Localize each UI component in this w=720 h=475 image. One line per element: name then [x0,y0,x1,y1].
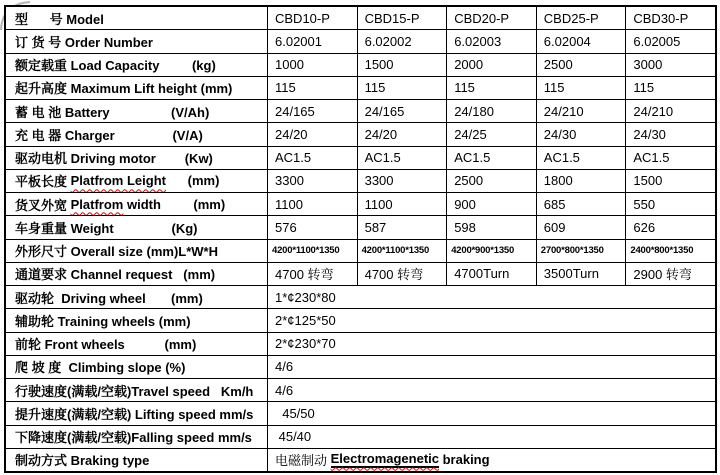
value-text: CBD20-P [454,10,510,26]
value-text: 4/6 [275,359,294,375]
row-values-driving-wheel [267,286,715,308]
spec-row-platform-length [6,169,715,192]
value-cell-overall-size-col2[interactable] [357,240,447,262]
value-cell-weight-col1[interactable] [267,216,357,238]
spec-row-order-number [6,29,715,52]
value-cell-platform-width-col4[interactable] [536,193,626,215]
value-cell-charger-col2[interactable] [357,123,447,145]
spec-row-overall-size [6,239,715,262]
value-text: 24/30 [543,126,577,142]
row-label-training-wheels[interactable] [6,309,267,331]
value-cell-weight-col3[interactable] [446,216,536,238]
value-text: AC1.5 [633,150,670,166]
row-values-overall-size [267,240,715,262]
value-text: 4200*1100*1350 [272,245,340,257]
value-text: 115 [454,80,475,96]
row-label-channel-request[interactable] [6,263,267,285]
value-cell-charger-col3[interactable] [446,123,536,145]
value-text: 6.02001 [275,33,322,49]
spec-row-climbing-slope [6,355,715,378]
value-cell-platform-length-col1[interactable] [267,170,357,192]
row-values-max-lift-height [267,77,715,99]
row-label-travel-speed[interactable] [6,379,267,401]
value-text: 1000 [275,57,304,73]
value-text: 1500 [633,173,663,189]
row-label-text: 驱动轮 Driving wheel (mm) [15,290,203,306]
value-text: 2000 [454,57,484,73]
value-cell-driving-wheel[interactable] [267,286,715,308]
value-cell-model-col5[interactable] [625,7,715,29]
spec-row-platform-width [6,192,715,215]
value-cell-order-number-col4[interactable] [536,30,626,52]
row-label-text: 驱动电机 Driving motor (Kw) [15,151,213,167]
value-cell-driving-motor-col2[interactable] [357,147,447,169]
row-label-text: 起升高度 Maximum Lift height (mm) [15,81,233,97]
row-label-text: 蓄 电 池 Battery (V/Ah) [15,104,210,120]
value-text: 2700*800*1350 [540,245,604,257]
row-label-order-number[interactable] [6,30,267,52]
value-text: 685 [543,196,566,212]
row-label-max-lift-height[interactable] [6,77,267,99]
value-cell-load-capacity-col3[interactable] [446,54,536,76]
row-label-text: 辅助轮 Training wheels (mm) [15,313,191,329]
row-values-load-capacity [267,54,715,76]
value-cell-travel-speed[interactable] [267,379,715,401]
value-text: braking [439,452,490,468]
value-cell-model-col4[interactable] [536,7,626,29]
value-text: 45/50 [275,405,315,421]
row-values-training-wheels [267,309,715,331]
value-text: AC1.5 [275,150,312,166]
value-text: 115 [633,80,655,96]
row-values-driving-motor [267,147,715,169]
row-label-text: 前轮 Front wheels (mm) [15,337,197,353]
value-text: 2900 转弯 [633,267,692,283]
value-text: 1800 [543,173,573,189]
value-text: CBD10-P [275,10,330,26]
value-cell-platform-width-col2[interactable] [357,193,447,215]
value-text: 3300 [275,173,304,189]
spec-row-braking-type [6,448,715,471]
value-text: 1500 [364,57,394,73]
value-cell-load-capacity-col5[interactable] [625,54,715,76]
value-text: 598 [454,219,476,235]
value-cell-channel-request-col5[interactable] [625,263,715,285]
value-text: 4700 转弯 [364,267,424,283]
value-text: Electromagenetic [330,451,439,467]
value-cell-battery-col2[interactable] [357,100,447,122]
row-label-text: 行驶速度(满载/空载)Travel speed Km/h [15,383,254,399]
row-label-charger[interactable] [6,123,267,145]
value-cell-platform-width-col5[interactable] [625,193,715,215]
row-label-text: 爬 坡 度 Climbing slope (%) [15,360,186,376]
spec-row-driving-motor [6,146,715,169]
value-cell-order-number-col5[interactable] [625,30,715,52]
value-cell-lifting-speed[interactable] [267,402,715,424]
value-cell-overall-size-col1[interactable] [267,240,357,262]
value-text: 24/210 [633,103,674,119]
value-text: CBD30-P [633,10,689,26]
value-text: 6.02004 [543,33,591,49]
spec-row-weight [6,215,715,238]
row-label-text: 提升速度(满载/空载) Lifting speed mm/s [15,406,254,422]
row-label-load-capacity[interactable] [6,54,267,76]
value-text: CBD25-P [543,10,599,26]
value-text: 2*¢125*50 [275,312,336,328]
value-text: 609 [543,219,566,235]
spec-row-load-capacity [6,53,715,76]
value-cell-max-lift-height-col4[interactable] [536,77,626,99]
value-cell-weight-col4[interactable] [536,216,626,238]
value-text: 550 [633,196,656,212]
spec-row-battery [6,99,715,122]
spec-row-channel-request [6,262,715,285]
value-text: 2500 [543,57,573,73]
value-cell-platform-width-col3[interactable] [446,193,536,215]
value-text: 4200*1100*1350 [361,245,430,257]
value-cell-driving-motor-col3[interactable] [446,147,536,169]
spec-table [4,5,717,473]
row-label-lifting-speed[interactable] [6,402,267,424]
value-cell-battery-col3[interactable] [446,100,536,122]
row-label-driving-wheel[interactable] [6,286,267,308]
value-text: 6.02002 [364,33,412,49]
row-values-battery [267,100,715,122]
value-cell-overall-size-col5[interactable] [625,240,715,262]
value-text: 电磁制动 [275,453,331,469]
value-text: 3500Turn [543,266,599,282]
value-text: 900 [454,196,476,212]
value-cell-battery-col4[interactable] [536,100,626,122]
value-cell-charger-col5[interactable] [625,123,715,145]
row-label-text: 额定载重 Load Capacity (kg) [15,58,216,74]
value-cell-platform-width-col1[interactable] [267,193,357,215]
value-text: 1*¢230*80 [275,289,336,305]
value-cell-channel-request-col2[interactable] [357,263,447,285]
row-label-text: Platfrom [70,196,124,212]
value-cell-max-lift-height-col1[interactable] [267,77,357,99]
row-values-platform-width [267,193,715,215]
value-text: 576 [275,219,297,235]
value-cell-order-number-col1[interactable] [267,30,357,52]
value-text: 115 [275,80,296,96]
row-values-order-number [267,30,715,52]
value-text: 1100 [364,196,393,212]
value-cell-load-capacity-col1[interactable] [267,54,357,76]
value-cell-falling-speed[interactable] [267,426,715,448]
row-label-text: 订 货 号 Order Number [15,34,153,50]
value-cell-channel-request-col3[interactable] [446,263,536,285]
row-label-text: width (mm) [123,196,226,212]
row-values-braking-type [267,449,715,471]
value-cell-driving-motor-col5[interactable] [625,147,715,169]
value-cell-load-capacity-col4[interactable] [536,54,626,76]
value-text: 24/20 [364,126,398,142]
row-label-driving-motor[interactable] [6,147,267,169]
value-text: 4/6 [275,382,294,398]
value-cell-max-lift-height-col5[interactable] [625,77,715,99]
value-text: 4700 转弯 [275,267,334,283]
row-label-text: 车身重量 Weight (Kg) [15,220,198,236]
spec-row-model [6,7,715,29]
row-values-falling-speed [267,426,715,448]
value-cell-overall-size-col4[interactable] [536,240,626,262]
row-values-climbing-slope [267,356,715,378]
spec-row-front-wheels [6,332,715,355]
value-cell-battery-col5[interactable] [625,100,715,122]
value-cell-battery-col1[interactable] [267,100,357,122]
value-text: 587 [364,219,387,235]
row-label-overall-size[interactable] [6,240,267,262]
spec-row-training-wheels [6,308,715,331]
value-text: 4700Turn [454,266,510,282]
value-text: 3300 [364,173,394,189]
spec-row-driving-wheel [6,285,715,308]
value-text: 24/30 [633,126,666,142]
value-text: 2400*800*1350 [630,245,694,257]
spec-row-max-lift-height [6,76,715,99]
row-values-model [267,7,715,29]
row-label-braking-type[interactable] [6,449,267,471]
row-label-text: 型 号 Model [15,11,104,27]
value-text: 24/20 [275,126,308,142]
value-text: 6.02003 [454,33,502,49]
value-cell-max-lift-height-col3[interactable] [446,77,536,99]
spec-row-lifting-speed [6,401,715,424]
value-cell-max-lift-height-col2[interactable] [357,77,447,99]
value-cell-charger-col4[interactable] [536,123,626,145]
value-text: 24/165 [364,103,405,119]
row-values-weight [267,216,715,238]
value-text: 24/210 [543,103,584,119]
row-label-falling-speed[interactable] [6,426,267,448]
value-text: 24/180 [454,103,494,119]
row-label-text: 外形尺寸 Overall size (mm)L*W*H [15,244,218,260]
value-text: 24/165 [275,103,315,119]
value-cell-driving-motor-col1[interactable] [267,147,357,169]
value-text: 115 [364,80,386,96]
value-cell-channel-request-col4[interactable] [536,263,626,285]
row-label-text: 充 电 器 Charger (V/A) [15,127,203,143]
value-text: 2*¢230*70 [275,336,336,352]
value-cell-overall-size-col3[interactable] [446,240,536,262]
row-label-model[interactable] [6,7,267,29]
spec-row-falling-speed [6,425,715,448]
value-text: AC1.5 [364,150,401,166]
value-cell-platform-length-col5[interactable] [625,170,715,192]
row-label-battery[interactable] [6,100,267,122]
row-label-front-wheels[interactable] [6,333,267,355]
value-text: 3000 [633,57,663,73]
row-values-front-wheels [267,333,715,355]
value-cell-order-number-col3[interactable] [446,30,536,52]
row-label-text: (mm) [165,173,220,189]
value-cell-driving-motor-col4[interactable] [536,147,626,169]
row-label-platform-length[interactable] [6,170,267,192]
value-text: 1100 [275,196,303,212]
row-label-climbing-slope[interactable] [6,356,267,378]
value-cell-model-col1[interactable] [267,7,357,29]
value-cell-model-col3[interactable] [446,7,536,29]
value-cell-weight-col5[interactable] [625,216,715,238]
row-label-weight[interactable] [6,216,267,238]
value-cell-order-number-col2[interactable] [357,30,447,52]
value-text: 6.02005 [633,33,681,49]
value-text: 2500 [454,173,484,189]
spec-row-charger [6,122,715,145]
row-label-text: 制动方式 Braking type [15,453,150,469]
value-cell-model-col2[interactable] [357,7,447,29]
value-cell-load-capacity-col2[interactable] [357,54,447,76]
value-cell-platform-length-col4[interactable] [536,170,626,192]
row-label-text: Platfrom Leight [70,173,166,189]
value-cell-platform-length-col2[interactable] [357,170,447,192]
value-text: AC1.5 [454,150,491,166]
row-values-lifting-speed [267,402,715,424]
value-cell-weight-col2[interactable] [357,216,447,238]
row-label-platform-width[interactable] [6,193,267,215]
value-text: CBD15-P [364,10,420,26]
row-values-travel-speed [267,379,715,401]
row-label-text: 平板长度 [15,174,71,190]
value-cell-braking-type[interactable] [267,449,715,471]
spec-row-travel-speed [6,378,715,401]
row-label-text: 通道要求 Channel request (mm) [15,267,216,283]
value-cell-climbing-slope[interactable] [267,356,715,378]
value-text: 626 [633,219,656,235]
value-text: 24/25 [454,126,487,142]
value-text: 4200*900*1350 [451,245,515,257]
value-text: AC1.5 [543,150,580,166]
value-cell-charger-col1[interactable] [267,123,357,145]
value-cell-training-wheels[interactable] [267,309,715,331]
value-cell-front-wheels[interactable] [267,333,715,355]
row-values-charger [267,123,715,145]
value-text: 45/40 [275,429,312,445]
value-text: 115 [543,80,565,96]
row-label-text: 下降速度(满载/空载)Falling speed mm/s [15,430,252,446]
row-label-text: 货叉外宽 [15,197,71,213]
row-values-platform-length [267,170,715,192]
row-values-channel-request [267,263,715,285]
value-cell-channel-request-col1[interactable] [267,263,357,285]
value-cell-platform-length-col3[interactable] [446,170,536,192]
